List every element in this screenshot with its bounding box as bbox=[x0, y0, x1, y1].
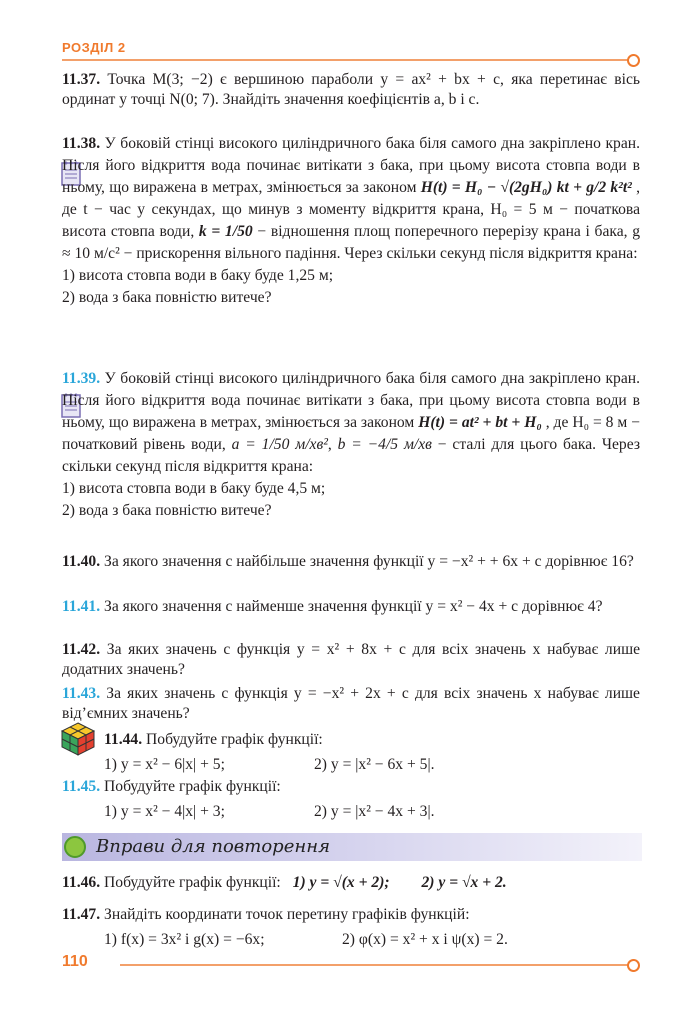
problem-text: Знайдіть координати точок перетину графіків функцій: bbox=[104, 906, 470, 923]
problem-number: 11.47. bbox=[62, 906, 101, 923]
problem-number: 11.44. bbox=[104, 731, 143, 748]
problem-text: У боковій стінці високого циліндричного бака біля самого дна закріплено кран. Після його відкриття вода починає витікати з бака, при цьому висота стовпа води в ньому, що виражена в метрах, змінюється за законом bbox=[62, 135, 640, 196]
problem-text: За якого значення c найменше значення функції y = x² − 4x + c дорівнює 4? bbox=[104, 598, 603, 615]
problem-number: 11.43. bbox=[62, 685, 101, 702]
problem-text: Точка M(3; −2) є вершиною параболи y = ax² + bx + c, яка перетинає вісь ординат у точці N(0; 7). Знайдіть значення коефіцієнтів a, b і c. bbox=[62, 71, 640, 108]
problem-11-43 bbox=[62, 684, 640, 723]
problem-11-46 bbox=[62, 873, 640, 893]
problem-number: 11.38. bbox=[62, 135, 101, 152]
problem-number: 11.45. bbox=[62, 778, 101, 795]
problem-number: 11.37. bbox=[62, 71, 101, 88]
problem-11-42 bbox=[62, 640, 640, 679]
problem-text: Побудуйте графік функції: bbox=[104, 874, 281, 891]
problem-text: − відношення площ поперечного перерізу крана і бака, g ≈ 10 м/с² − прискорення вільного падіння. Через скільки секунд після відкриття крана: bbox=[62, 223, 641, 262]
problem-11-38 bbox=[62, 133, 640, 309]
item-2: 2) вода з бака повністю витече? bbox=[62, 502, 272, 519]
item-1: 1) y = x² − 4|x| + 3; bbox=[104, 802, 225, 820]
problem-11-39: 11.39. У боковій стінці високого циліндричного бака біля самого дна закріплено кран. Після його відкриття вода починає витікати з бака, при цьому висота стовпа води в ньому, що виражена в метрах, змінюється за законом H(t) = at² + bt + H₀ , де H₀ = 8 м − початковий рівень води, a = 1/50 м/хв², b = −4/5 м/хв − сталі для цього бака. Через скільки секунд після відкриття крана: 1) висота стовпа води в баку буде 4,5 м; 2) вода з бака повністю витече? bbox=[62, 370, 640, 519]
review-section-title: Вправи для повторення bbox=[96, 836, 330, 857]
item-2: 2) вода з бака повністю витече? bbox=[62, 289, 272, 306]
item-1: 1) f(x) = 3x² і g(x) = −6x; bbox=[104, 930, 265, 948]
item-2: 2) y = |x² − 4x + 3|. bbox=[314, 802, 435, 820]
header-rule bbox=[62, 59, 630, 61]
item-1: 1) висота стовпа води в баку буде 4,5 м; bbox=[62, 480, 326, 497]
footer-rule bbox=[120, 964, 630, 966]
problem-number: 11.46. bbox=[62, 874, 101, 891]
item-2: 2) φ(x) = x² + x і ψ(x) = 2. bbox=[342, 930, 508, 948]
page-number: 110 bbox=[62, 953, 88, 970]
problem-11-45 bbox=[62, 777, 640, 821]
problem-11-37 bbox=[62, 70, 640, 109]
problem-text: У боковій стінці високого циліндричного бака біля самого дна закріплено кран. Після його відкриття вода починає витікати з бака, при цьому висота стовпа води в ньому, що виражена в метрах, змінюється за законом bbox=[62, 370, 640, 431]
footer-rule-dot bbox=[627, 959, 640, 972]
refresh-icon bbox=[64, 836, 86, 858]
problem-text: За яких значень c функція y = x² + 8x + c для всіх значень x набуває лише додатних значень? bbox=[62, 641, 640, 678]
section-header: РОЗДІЛ 2 bbox=[62, 40, 126, 55]
problem-text: , де H₀ = 8 м − початковий рівень води, bbox=[62, 414, 640, 453]
problem-text: Побудуйте графік функції: bbox=[146, 731, 323, 748]
item-2: 2) y = √x + 2. bbox=[421, 874, 507, 891]
problem-number: 11.39. bbox=[62, 370, 101, 387]
problem-11-40 bbox=[62, 552, 640, 572]
rubiks-cube-icon bbox=[60, 721, 96, 757]
problem-number: 11.40. bbox=[62, 553, 101, 570]
formula: H(t) = at² + bt + H₀ bbox=[418, 414, 542, 431]
problem-text: Побудуйте графік функції: bbox=[104, 778, 281, 795]
problem-11-47 bbox=[62, 905, 640, 949]
problem-number: 11.41. bbox=[62, 598, 101, 615]
item-1: 1) y = x² − 6|x| + 5; bbox=[104, 755, 225, 773]
formula-a: a = 1/50 м/хв² bbox=[231, 436, 328, 453]
item-2: 2) y = |x² − 6x + 5|. bbox=[314, 755, 435, 773]
problem-text: За якого значення c найбільше значення функції y = −x² + + 6x + c дорівнює 16? bbox=[104, 553, 634, 570]
problem-number: 11.42. bbox=[62, 641, 101, 658]
problem-text: , де t − час у секундах, що минув з моменту відкриття крана, H₀ = 5 м − початкова висота стовпа води, bbox=[62, 179, 640, 240]
header-rule-dot bbox=[627, 54, 640, 67]
problem-11-44 bbox=[104, 730, 640, 774]
problem-text: За яких значень c функція y = −x² + 2x + c для всіх значень x набуває лише від’ємних значень? bbox=[62, 685, 640, 722]
item-1: 1) y = √(x + 2); bbox=[292, 874, 390, 891]
formula-k: k = 1/50 bbox=[198, 223, 253, 240]
problem-text: − сталі для цього бака. Через скільки секунд після відкриття крана: bbox=[62, 436, 640, 475]
formula: H(t) = H₀ − √(2gH₀) kt + g/2 k²t² bbox=[420, 179, 632, 196]
problem-11-41 bbox=[62, 597, 640, 617]
item-1: 1) висота стовпа води в баку буде 1,25 м; bbox=[62, 267, 334, 284]
formula-b: b = −4/5 м/хв bbox=[337, 436, 432, 453]
